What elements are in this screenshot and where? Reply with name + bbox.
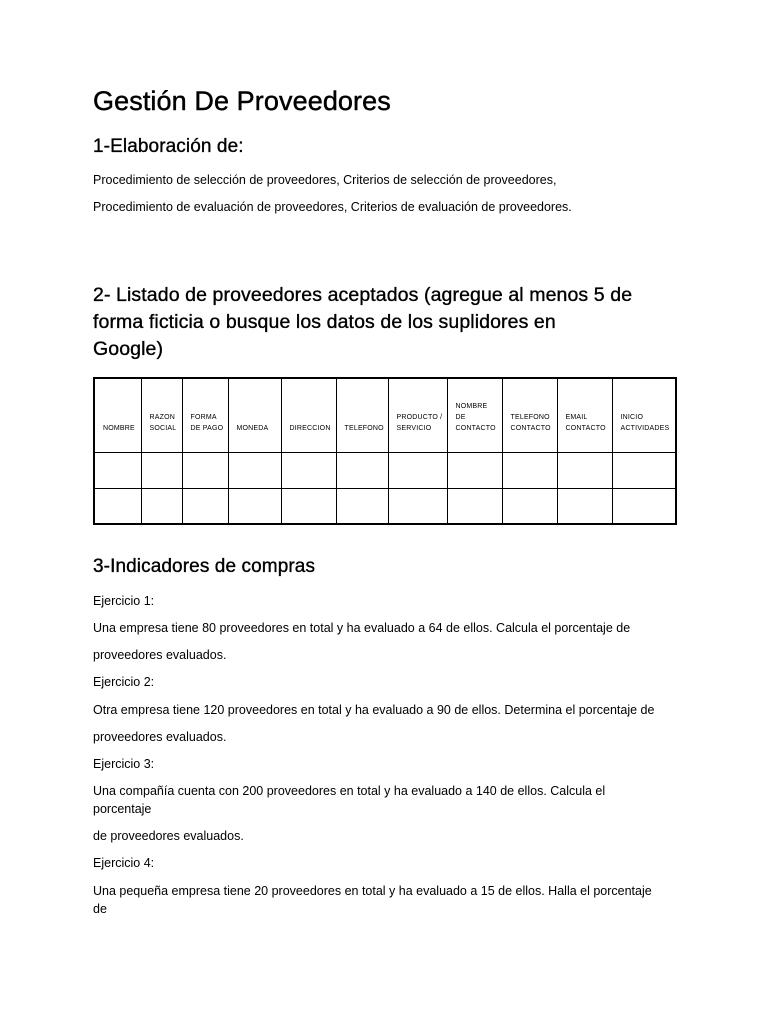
section2-heading-line2: forma ficticia o busque los datos de los suplidores en — [93, 311, 556, 333]
table-cell — [182, 488, 228, 524]
table-header-label-line: CONTACTO — [565, 424, 606, 432]
table-header-label-line: PRODUCTO / — [396, 413, 443, 421]
table-header-cell — [141, 378, 182, 452]
table-header-label-line: ACTIVIDADES — [620, 424, 670, 432]
table-cell — [612, 452, 676, 488]
table-header-label — [511, 412, 557, 452]
table-cell — [94, 452, 141, 488]
table-cell — [228, 488, 281, 524]
table-cell — [94, 488, 141, 524]
table-cell — [281, 452, 336, 488]
table-cell — [388, 452, 447, 488]
section2-heading — [93, 282, 693, 363]
table-cell — [447, 452, 502, 488]
exercise3-text-line1: Una compañía cuenta con 200 proveedores en total y ha evaluado a 140 de ellos. Calcula el — [93, 784, 606, 798]
table-body — [94, 452, 676, 524]
exercise3-label: Ejercicio 3: — [93, 757, 155, 771]
table-cell — [388, 488, 447, 524]
table-header-label — [456, 401, 502, 452]
table-header-label — [103, 423, 141, 452]
table-header-cell — [182, 378, 228, 452]
table-cell — [228, 452, 281, 488]
table-header-label-line: EMAIL — [565, 413, 588, 421]
table-header-cell — [94, 378, 141, 452]
table-header-cell — [336, 378, 388, 452]
exercise2-text-line1: Otra empresa tiene 120 proveedores en total y ha evaluado a 90 de ellos. Determina el porcentaje de — [93, 703, 655, 717]
table-header-cell — [612, 378, 676, 452]
table-cell — [336, 452, 388, 488]
table-header-cell — [502, 378, 557, 452]
table-header-label-line: TELEFONO — [344, 424, 384, 432]
table-cell — [141, 452, 182, 488]
exercise4-text-line2: de — [93, 902, 107, 916]
table-header-label-line: INICIO — [620, 413, 644, 421]
section1-heading: 1-Elaboración de: — [93, 136, 244, 157]
section1-line1: Procedimiento de selección de proveedores, Criterios de selección de proveedores, — [93, 173, 557, 187]
table-cell — [502, 452, 557, 488]
table-row — [94, 452, 676, 488]
table-header-label — [150, 412, 182, 452]
table-cell — [182, 452, 228, 488]
table-header-label — [237, 423, 281, 452]
table-header-label-line: SERVICIO — [396, 424, 432, 432]
table-header-label-line: RAZON — [149, 413, 175, 421]
table-header-cell — [281, 378, 336, 452]
table-header-label-line: FORMA — [190, 413, 217, 421]
exercise1-label: Ejercicio 1: — [93, 594, 155, 608]
table-header-cell — [228, 378, 281, 452]
exercise4-text-line1: Una pequeña empresa tiene 20 proveedores en total y ha evaluado a 15 de ellos. Halla el porcentaje — [93, 884, 652, 898]
suppliers-table — [93, 377, 677, 525]
table-header-label — [397, 412, 447, 452]
table-header-cell — [447, 378, 502, 452]
table-header-cell — [388, 378, 447, 452]
table-cell — [502, 488, 557, 524]
table-row — [94, 488, 676, 524]
exercise1-text-line1: Una empresa tiene 80 proveedores en total y ha evaluado a 64 de ellos. Calcula el porcentaje de — [93, 621, 631, 635]
table-cell — [141, 488, 182, 524]
table-header-label-line: CONTACTO — [455, 424, 496, 432]
exercise3-text-line2: porcentaje — [93, 802, 152, 816]
exercise4-label: Ejercicio 4: — [93, 856, 155, 870]
table-header-label — [191, 412, 228, 452]
table-header-label-line: NOMBRE — [103, 424, 135, 432]
table-header-label — [290, 423, 336, 452]
table-header-label-line: MONEDA — [236, 424, 269, 432]
exercise2-label: Ejercicio 2: — [93, 675, 155, 689]
table-header-label — [621, 412, 676, 452]
table-header-label-line: SOCIAL — [149, 424, 177, 432]
table-cell — [281, 488, 336, 524]
table-header-label-line: DE — [455, 413, 466, 421]
table-header-label-line: DIRECCION — [289, 424, 331, 432]
table-header-label — [345, 423, 388, 452]
exercise2-text-line2: proveedores evaluados. — [93, 730, 227, 744]
section2-heading-line1: 2- Listado de proveedores aceptados (agregue al menos 5 de — [93, 284, 633, 306]
table-header-row — [94, 378, 676, 452]
table-cell — [612, 488, 676, 524]
exercise3-text-line3: de proveedores evaluados. — [93, 829, 244, 843]
table-cell — [336, 488, 388, 524]
document-title: Gestión De Proveedores — [93, 86, 391, 116]
table-header-label-line: NOMBRE — [455, 402, 488, 410]
table-cell — [557, 488, 612, 524]
section1-line2: Procedimiento de evaluación de proveedores, Criterios de evaluación de proveedores. — [93, 200, 572, 214]
table-cell — [557, 452, 612, 488]
table-header-label-line: TELEFONO — [510, 413, 550, 421]
section2-heading-line3: Google) — [93, 338, 164, 360]
table-header-label-line: DE PAGO — [190, 424, 224, 432]
table-header-label — [566, 412, 612, 452]
exercise1-text-line2: proveedores evaluados. — [93, 648, 227, 662]
table-cell — [447, 488, 502, 524]
section3-heading: 3-Indicadores de compras — [93, 556, 316, 577]
table-header-cell — [557, 378, 612, 452]
table-header-label-line: CONTACTO — [510, 424, 551, 432]
